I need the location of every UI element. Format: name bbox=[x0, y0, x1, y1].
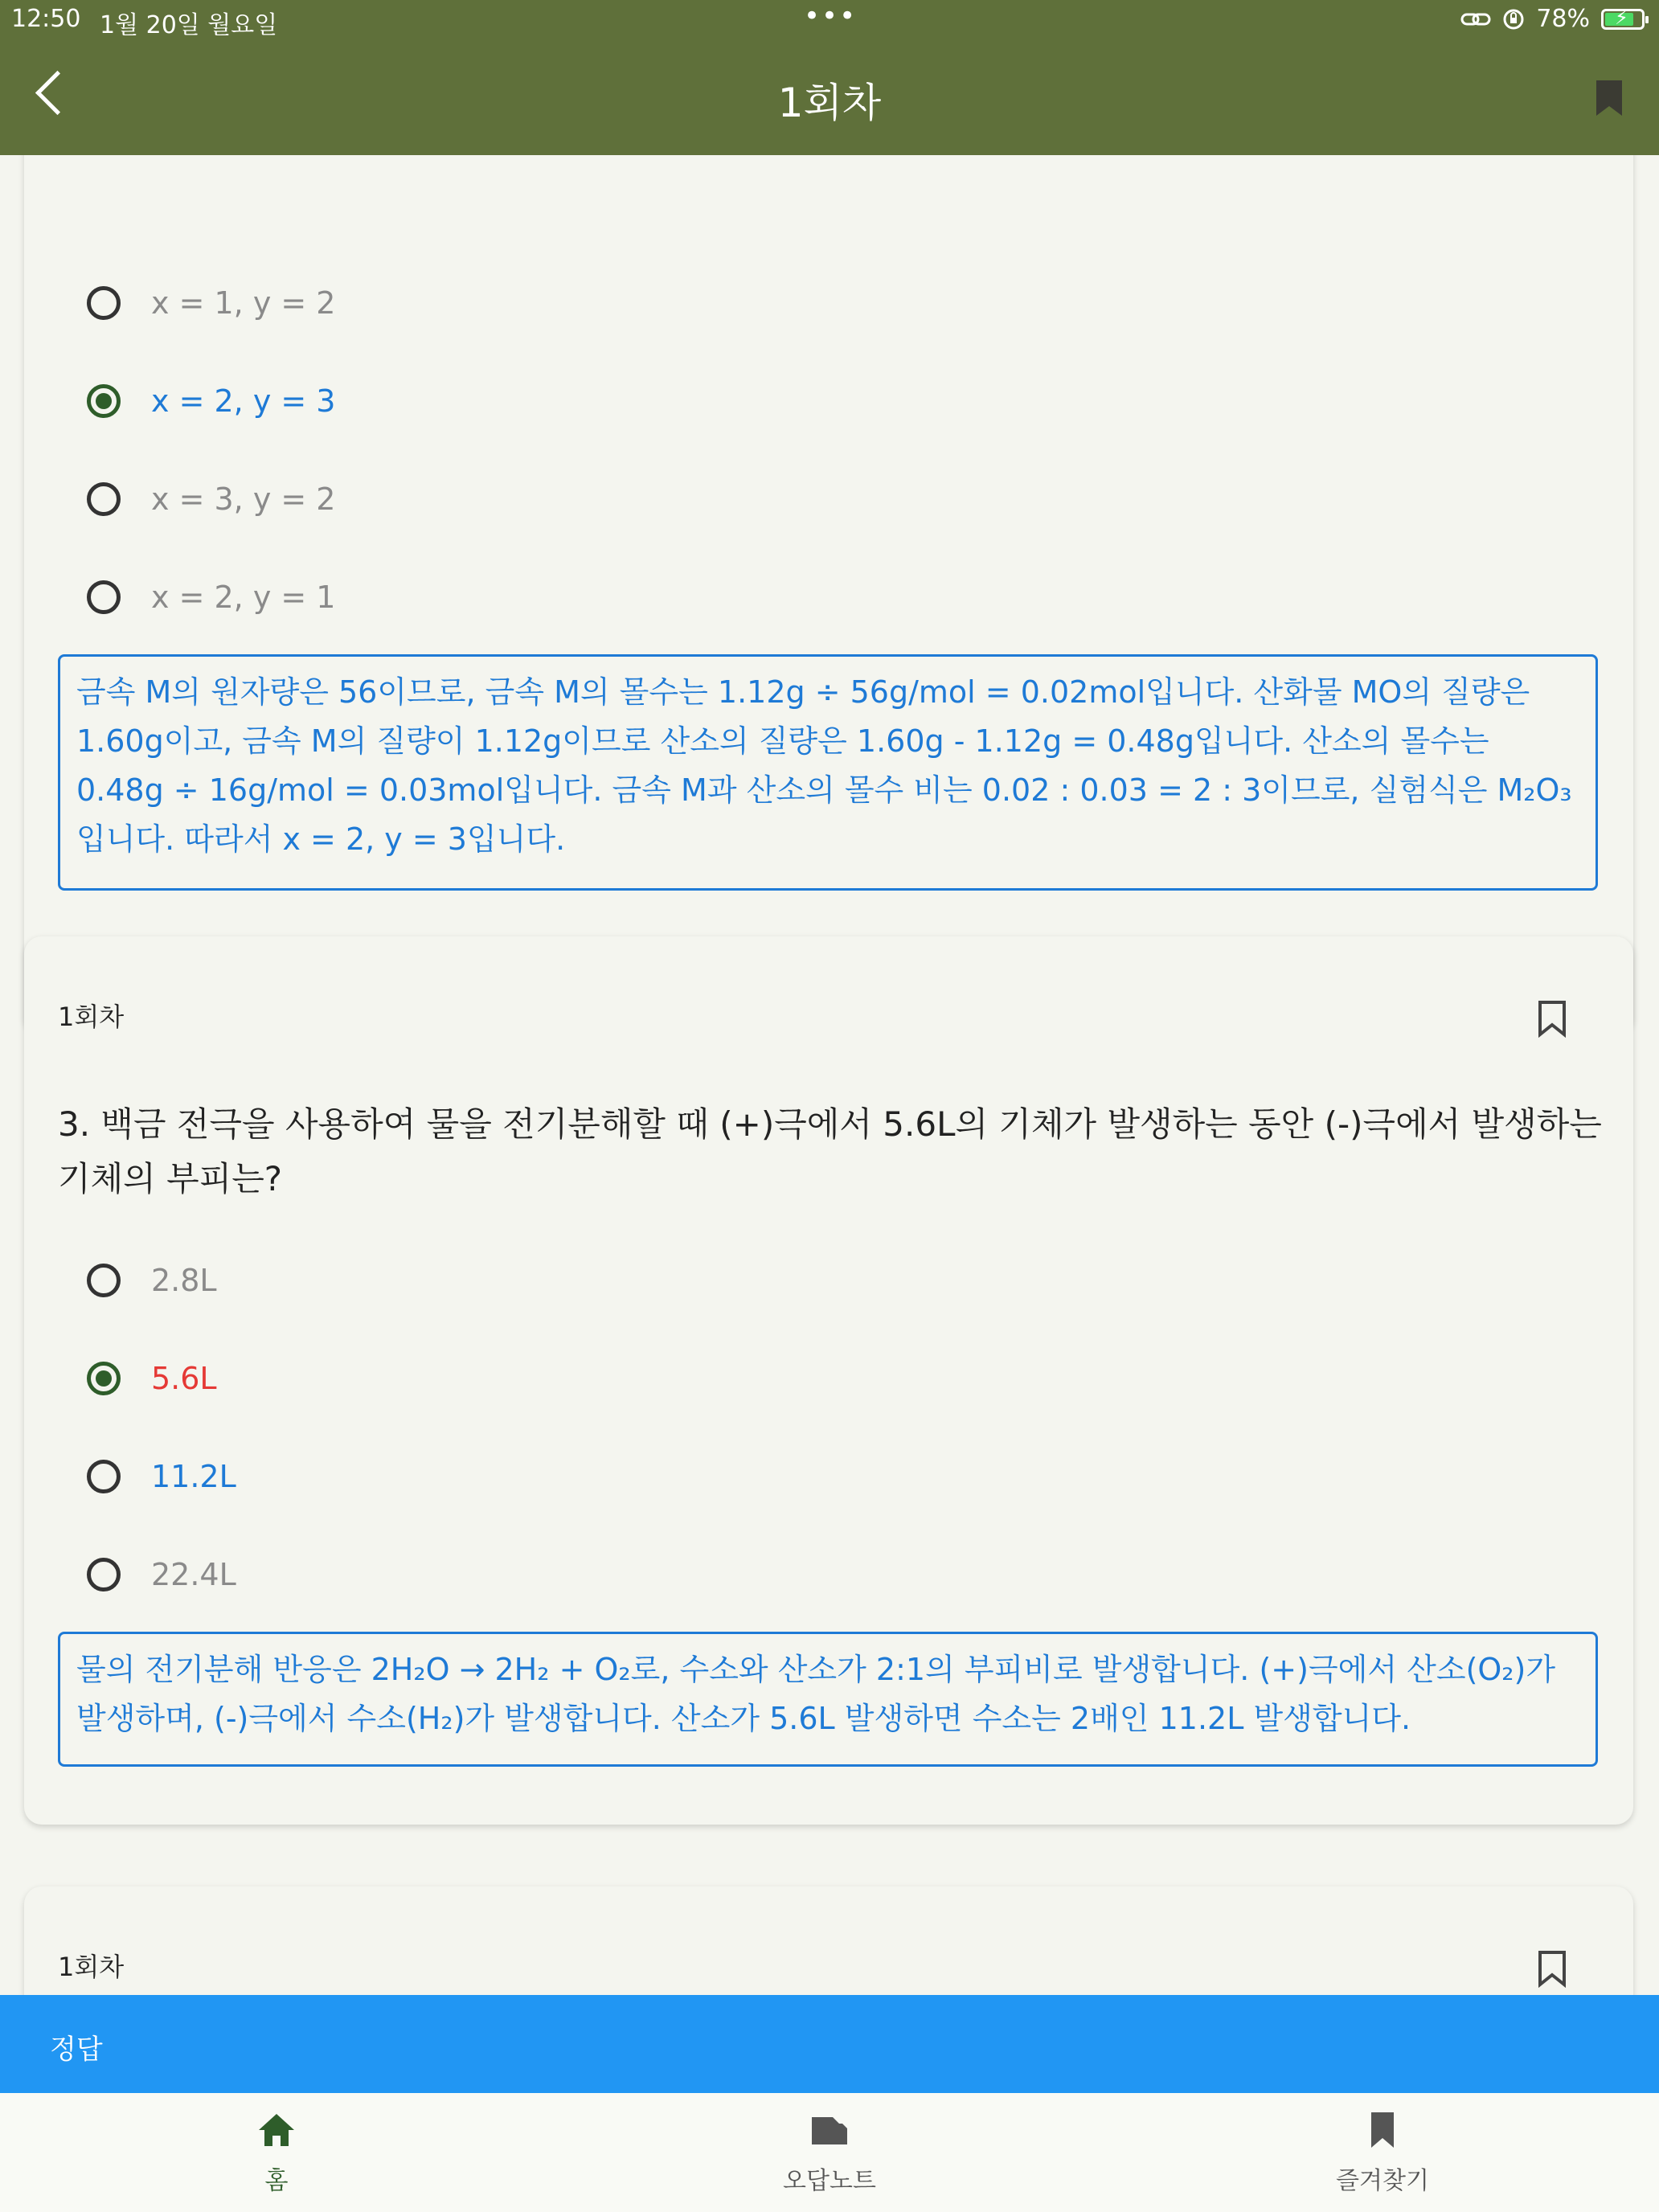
nav-label: 홈 bbox=[264, 2167, 289, 2195]
rotation-lock-icon bbox=[1502, 8, 1525, 31]
page-title: 1회차 bbox=[777, 80, 882, 126]
option-1[interactable] bbox=[87, 1256, 217, 1305]
option-label: 2.8L bbox=[151, 1263, 217, 1298]
nav-home[interactable] bbox=[156, 2109, 397, 2196]
option-4[interactable] bbox=[87, 573, 335, 621]
answer-button[interactable] bbox=[0, 1995, 1659, 2093]
status-time: 12:50 bbox=[11, 5, 81, 33]
option-2[interactable] bbox=[87, 377, 335, 425]
status-right bbox=[1460, 5, 1645, 33]
option-label: x = 2, y = 1 bbox=[151, 580, 336, 615]
radio-button-selected[interactable] bbox=[87, 1362, 121, 1395]
app-bar bbox=[0, 0, 1659, 155]
bookmark-icon bbox=[1362, 2109, 1403, 2151]
nav-bookmarks[interactable] bbox=[1262, 2109, 1503, 2196]
bottom-nav bbox=[0, 2093, 1659, 2212]
round-label: 1회차 bbox=[58, 1002, 125, 1032]
explanation-box: 물의 전기분해 반응은 2H₂O → 2H₂ + O₂로, 수소와 산소가 2:1의 부피비로 발생합니다. (+)극에서 산소(O₂)가 발생하며, (-)극에서 수소(H₂)가 발생합니다. 산소가 5.6L 발생하면 수소는 2배인 11.2L 발생합니다. bbox=[58, 1632, 1598, 1767]
option-2[interactable] bbox=[87, 1354, 217, 1403]
option-label: 11.2L bbox=[151, 1459, 236, 1494]
nav-wrong-notes[interactable] bbox=[709, 2109, 950, 2196]
bookmark-filled-icon[interactable] bbox=[1595, 79, 1624, 117]
charging-bolt-icon: ⚡ bbox=[1615, 6, 1628, 29]
option-3[interactable] bbox=[87, 1452, 236, 1501]
answer-label: 정답 bbox=[50, 2034, 103, 2066]
radio-button[interactable] bbox=[87, 482, 121, 516]
option-label: 5.6L bbox=[151, 1361, 217, 1396]
bookmark-outline-icon[interactable] bbox=[1537, 999, 1567, 1038]
round-label: 1회차 bbox=[58, 1952, 125, 1982]
nav-label: 오답노트 bbox=[783, 2167, 876, 2195]
status-date: 1월 20일 월요일 bbox=[100, 11, 278, 39]
question-text: 3. 백금 전극을 사용하여 물을 전기분해할 때 (+)극에서 5.6L의 기체가 발생하는 동안 (-)극에서 발생하는 기체의 부피는? bbox=[58, 1104, 1602, 1198]
folder-icon bbox=[809, 2109, 850, 2151]
question-card bbox=[24, 155, 1633, 1034]
question-card bbox=[24, 1886, 1633, 1995]
radio-button[interactable] bbox=[87, 1460, 121, 1493]
status-bar bbox=[0, 0, 1659, 42]
radio-button[interactable] bbox=[87, 286, 121, 320]
explanation-box: 금속 M의 원자량은 56이므로, 금속 M의 몰수는 1.12g ÷ 56g/mol = 0.02mol입니다. 산화물 MO의 질량은 1.60g이고, 금속 M의 질량이 1.12g이므로 산소의 질량은 1.60g - 1.12g = 0.48g입니다. 산소의 몰수는 0.48g ÷ 16g/mol = 0.03mol입니다. 금속 M과 산소의 몰수 비는 0.02 : 0.03 = 2 : 3이므로, 실험식은 M₂O₃입니다. 따라서 x = 2, y = 3입니다. bbox=[58, 654, 1598, 891]
option-3[interactable] bbox=[87, 475, 335, 523]
radio-button-selected[interactable] bbox=[87, 384, 121, 418]
nav-label: 즐겨찾기 bbox=[1336, 2167, 1429, 2195]
radio-button[interactable] bbox=[87, 1558, 121, 1591]
question-card bbox=[24, 936, 1633, 1825]
link-icon bbox=[1460, 9, 1491, 30]
option-label: 22.4L bbox=[151, 1557, 236, 1592]
multitask-dots[interactable]: ••• bbox=[804, 0, 858, 32]
option-label: x = 2, y = 3 bbox=[151, 383, 336, 419]
bookmark-outline-icon[interactable] bbox=[1537, 1949, 1567, 1988]
radio-button[interactable] bbox=[87, 1264, 121, 1297]
option-1[interactable] bbox=[87, 279, 335, 327]
home-icon bbox=[256, 2109, 297, 2151]
option-label: x = 1, y = 2 bbox=[151, 285, 336, 321]
battery-icon bbox=[1601, 6, 1645, 30]
question-list[interactable] bbox=[0, 155, 1659, 1995]
battery-percent: 78% bbox=[1536, 5, 1590, 33]
radio-button[interactable] bbox=[87, 580, 121, 614]
option-label: x = 3, y = 2 bbox=[151, 481, 336, 517]
option-4[interactable] bbox=[87, 1550, 236, 1599]
